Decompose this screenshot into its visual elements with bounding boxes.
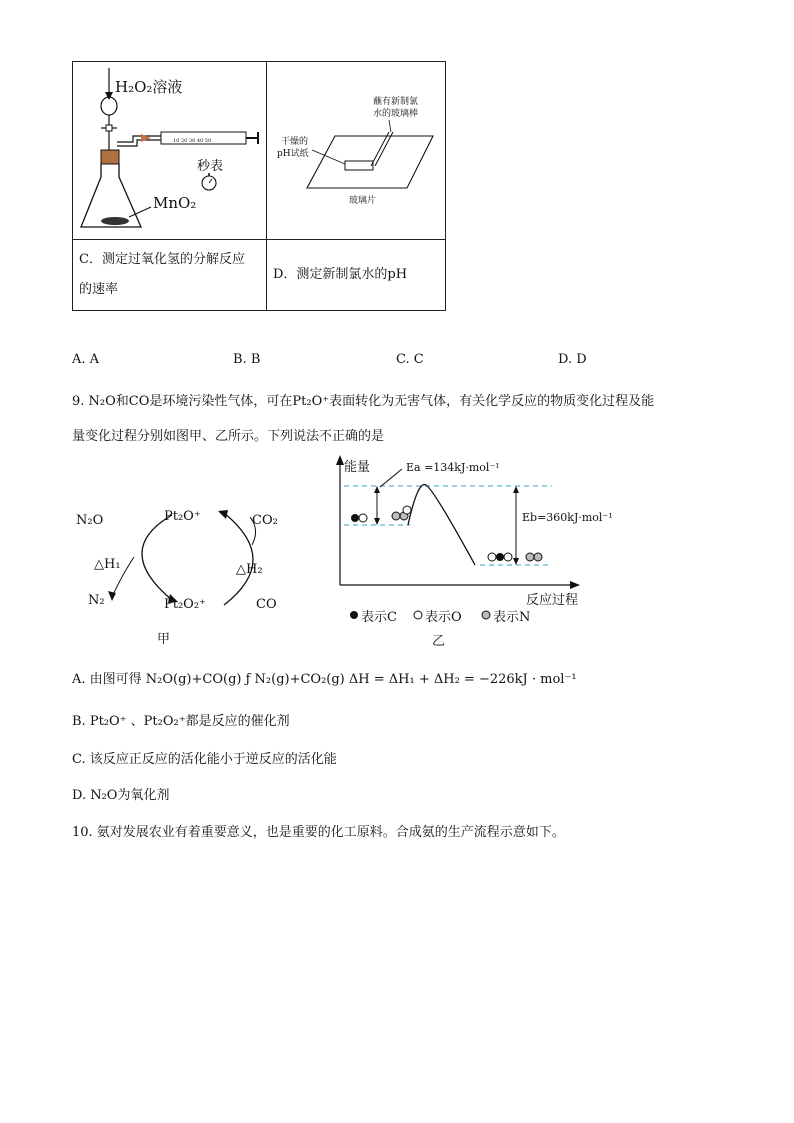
- q9-line2: 量变化过程分别如图甲、乙所示。下列说法不正确的是: [72, 429, 385, 444]
- option-8-d: D. D: [558, 352, 587, 367]
- jia-pt2o: Pt₂O⁺: [164, 509, 201, 524]
- option-8-c: C. C: [396, 352, 424, 367]
- rod-label-line1: 蘸有新制氯: [373, 97, 419, 107]
- q10-line1: 10. 氨对发展农业有着重要意义，也是重要的化工原料。合成氨的生产流程示意如下。: [72, 825, 565, 840]
- mno2-label: MnO₂: [153, 194, 197, 212]
- yi-ea: Ea =134kJ·mol⁻¹: [406, 461, 500, 474]
- jia-n2o: N₂O: [76, 513, 104, 528]
- yi-caption: 乙: [432, 634, 446, 649]
- svg-text:10 20 30 40 50: 10 20 30 40 50: [173, 138, 212, 144]
- cell-c-line2: 的速率: [79, 282, 119, 297]
- cell-d-text: [267, 240, 446, 311]
- cell-c-figure: [73, 62, 267, 240]
- plate-label: 玻璃片: [349, 196, 377, 206]
- paper-label-line2: pH试纸: [277, 149, 309, 159]
- jia-dh2: △H₂: [236, 562, 263, 577]
- jia-co2: CO₂: [252, 513, 278, 528]
- figure-yi: [330, 455, 630, 649]
- q9-line1: 9. N₂O和CO是环境污染性气体，可在Pt₂O⁺表面转化为无害气体，有关化学反应的物质变化过程及能: [72, 394, 655, 409]
- jia-co: CO: [256, 597, 277, 612]
- jia-pt2o2: Pt₂O₂⁺: [164, 597, 206, 612]
- apparatus-table: [72, 61, 446, 311]
- h2o2-label: H₂O₂溶液: [115, 78, 183, 96]
- timer-label: 秒表: [197, 159, 224, 174]
- jia-caption: 甲: [157, 632, 171, 647]
- option-8-b: B. B: [233, 352, 261, 367]
- yi-legend-n: 表示N: [493, 610, 531, 625]
- q9-option-a: A. 由图可得 N₂O(g)+CO(g) ƒ N₂(g)+CO₂(g) ΔH = ΔH₁ + ΔH₂ = −226kJ · mol⁻¹: [72, 672, 577, 687]
- jia-n2: N₂: [88, 593, 105, 608]
- paper-label-line1: 干燥的: [281, 137, 309, 147]
- yi-legend-c: 表示C: [361, 610, 397, 625]
- q9-option-c: C. 该反应正反应的活化能小于逆反应的活化能: [72, 752, 337, 767]
- q9-option-b: B. Pt₂O⁺ 、Pt₂O₂⁺都是反应的催化剂: [72, 714, 290, 729]
- yi-eb: Eb=360kJ·mol⁻¹: [522, 511, 613, 524]
- cell-c-line1: C．测定过氧化氢的分解反应: [79, 252, 245, 267]
- yi-xlabel: 反应过程: [526, 593, 579, 608]
- figure-jia: [72, 505, 292, 645]
- yi-ylabel: 能量: [344, 460, 371, 475]
- rod-label-line2: 水的玻璃棒: [373, 109, 419, 119]
- cell-d-label: D．测定新制氯水的pH: [273, 267, 408, 282]
- cell-d-figure: [267, 62, 446, 240]
- cell-c-text: [73, 240, 267, 311]
- jia-dh1: △H₁: [94, 557, 121, 572]
- q9-option-d: D. N₂O为氧化剂: [72, 788, 170, 803]
- option-8-a: A. A: [72, 352, 100, 367]
- yi-legend-o: 表示O: [425, 610, 462, 625]
